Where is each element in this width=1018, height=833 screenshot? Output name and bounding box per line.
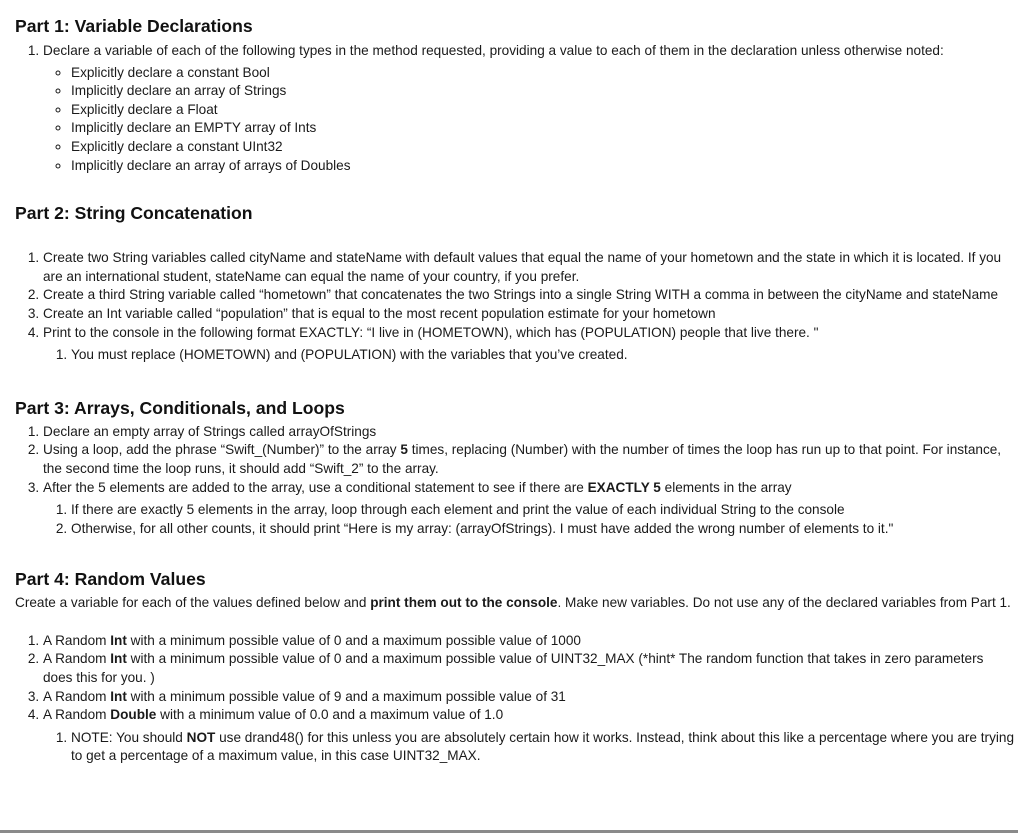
part-1-section [15, 13, 1015, 175]
text-run: A Random [43, 688, 111, 704]
part-1-item-text: Declare a variable of each of the following types in the method requested, providing a value to each of them in the declaration unless otherwise noted: [43, 43, 944, 58]
bold-text: Int [110, 632, 127, 648]
part-2-section [15, 200, 1015, 365]
part-1-heading: Part 1: Variable Declarations [15, 16, 253, 36]
list-item: 1. Declare an empty array of Strings called arrayOfStrings [43, 423, 1015, 442]
bullet-item: ◦ Implicitly declare an EMPTY array of Ints [71, 119, 1015, 138]
list-item: 3. Create an Int variable called “population” that is equal to the most recent population estimate for your hometown [43, 305, 1015, 324]
bullet-item: ◦ Explicitly declare a constant UInt32 [71, 138, 1015, 157]
text-run: with a minimum possible value of 9 and a maximum possible value of 31 [126, 688, 566, 704]
part-3-section [15, 395, 1015, 539]
text-run: elements in the array [660, 479, 792, 495]
list-item [43, 688, 1015, 707]
bullet-item: ◦ Implicitly declare an array of Strings [71, 82, 1015, 101]
text-run: A Random [43, 632, 111, 648]
sub-list-item: 2. Otherwise, for all other counts, it should print “Here is my array: (arrayOfStrings). I must have added the wrong number of elements to it." [71, 520, 1015, 539]
part-3-heading: Part 3: Arrays, Conditionals, and Loops [15, 397, 345, 418]
bold-text: Double [110, 707, 157, 723]
list-item [43, 324, 1015, 365]
list-item-text: Print to the console in the following format EXACTLY: “I live in (HOMETOWN), which has (POPULATION) people that live there. " [43, 324, 819, 340]
list-item [43, 632, 1015, 651]
part-1-bullet-list [43, 64, 1015, 176]
text-run: Using a loop, add the phrase “Swift_(Number)” to the array [43, 442, 401, 458]
sub-list-item: 1. If there are exactly 5 elements in the array, loop through each element and print the value of each individual String to the console [71, 501, 1015, 520]
part-4-section [15, 566, 1015, 766]
text-run: NOTE: You should [71, 729, 187, 745]
text-run: with a minimum value of 0.0 and a maximum value of 1.0 [156, 707, 504, 723]
bold-text: 5 [400, 442, 408, 458]
part-4-heading: Part 4: Random Values [15, 569, 206, 590]
list-item [43, 479, 1015, 539]
bullet-item: ◦ Explicitly declare a constant Bool [71, 64, 1015, 83]
bold-text: EXACTLY 5 [587, 479, 661, 495]
bold-text: Int [110, 688, 127, 704]
part-4-list [15, 632, 1015, 766]
list-item: 1. Create two String variables called cityName and stateName with default values that equal the name of your hometown and the state in which it is located. If you are an international student, stateName can equal the name of your country, if you prefer. [43, 249, 1015, 286]
text-run: Create a variable for each of the values defined below and [15, 595, 371, 611]
part-2-sub-list [43, 346, 1015, 365]
list-item [43, 706, 1015, 766]
sub-list-item [71, 729, 1015, 766]
part-2-list [15, 249, 1015, 365]
part-4-sub-list [43, 729, 1015, 766]
list-item [43, 650, 1015, 687]
part-3-list [15, 423, 1015, 539]
part-2-heading: Part 2: String Concatenation [15, 203, 253, 224]
list-item [43, 441, 1015, 478]
text-run: After the 5 elements are added to the array, use a conditional statement to see if there are [43, 479, 588, 495]
part-1-list [15, 42, 1015, 175]
part-4-intro [15, 594, 1015, 613]
part-3-sub-list [43, 501, 1015, 538]
text-run: times, replacing (Number) with the number of times the loop has run up to that point. For instance, the second time the loop runs, it should add “Swift_2” to the array. [43, 442, 1002, 476]
bold-text: Int [110, 651, 127, 667]
assignment-document [15, 13, 1015, 766]
bold-text: NOT [186, 729, 216, 745]
bullet-item: ◦ Explicitly declare a Float [71, 101, 1015, 120]
text-run: A Random [43, 707, 111, 723]
list-item: 2. Create a third String variable called “hometown” that concatenates the two Strings into a single String WITH a comma in between the cityName and stateName [43, 286, 1015, 305]
text-run: . Make new variables. Do not use any of the declared variables from Part 1. [557, 595, 1011, 611]
sub-list-item: 1. You must replace (HOMETOWN) and (POPULATION) with the variables that you’ve created. [71, 346, 1015, 365]
text-run: with a minimum possible value of 0 and a maximum possible value of 1000 [126, 632, 581, 648]
part-1-item [43, 42, 1015, 175]
bullet-item: ◦ Implicitly declare an array of arrays of Doubles [71, 157, 1015, 176]
text-run: with a minimum possible value of 0 and a maximum possible value of UINT32_MAX (*hint* The random function that takes in zero parameters does this for you. ) [43, 651, 984, 686]
bold-text: print them out to the console [370, 595, 558, 611]
text-run: use drand48() for this unless you are absolutely certain how it works. Instead, think about this like a percentage where you are trying to get a percentage of a maximum value, in this case UINT32_MAX. [71, 729, 1015, 764]
text-run: A Random [43, 651, 111, 667]
